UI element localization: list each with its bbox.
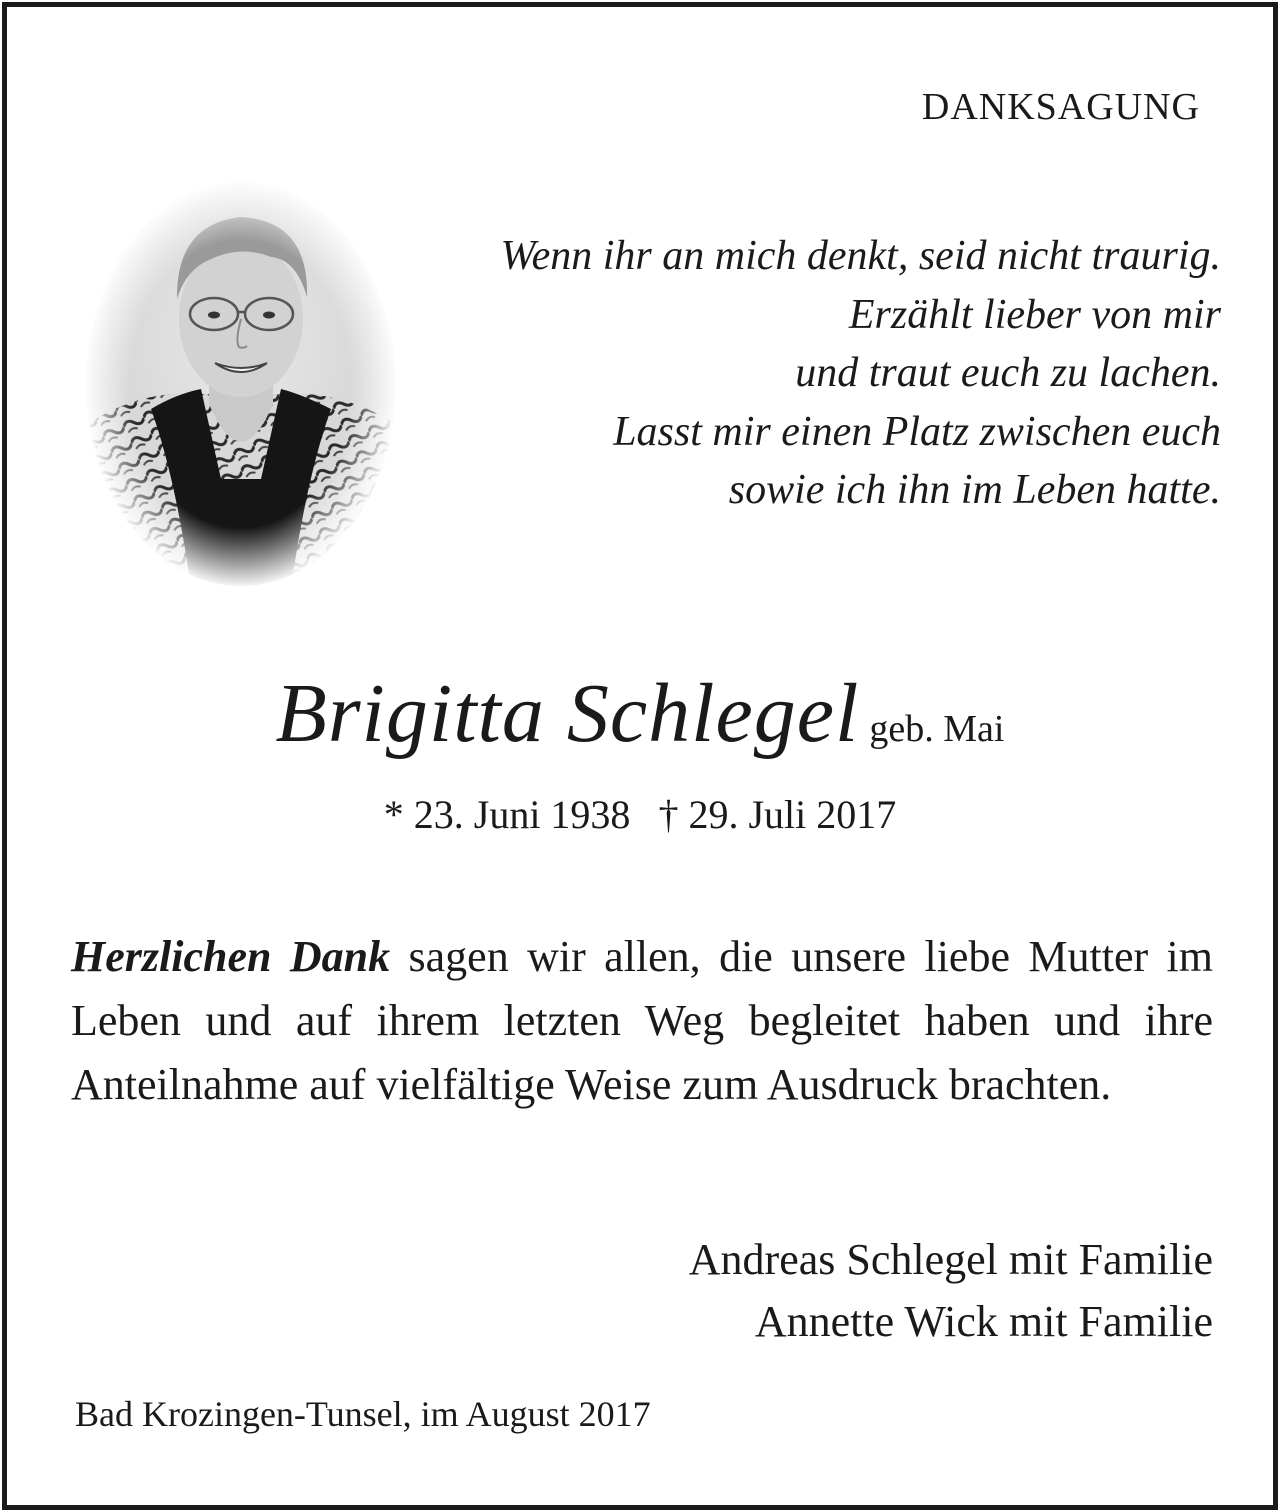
notice-frame — [2, 2, 1278, 1510]
poem-line: Lasst mir einen Platz zwischen euch — [613, 408, 1221, 455]
poem-line: sowie ich ihn im Leben hatte. — [728, 467, 1221, 513]
poem — [361, 227, 1221, 520]
death-date: † 29. Juli 2017 — [658, 792, 897, 837]
poem-line: Wenn ihr an mich denkt, seid nicht traurig. — [500, 233, 1221, 279]
portrait-photo — [81, 179, 401, 589]
signatures — [689, 1229, 1213, 1353]
place-date: Bad Krozingen-Tunsel, im August 2017 — [75, 1394, 651, 1434]
birth-date: * 23. Juni 1938 — [383, 792, 631, 837]
signature-line: Annette Wick mit Familie — [754, 1297, 1213, 1346]
notice-heading: DANKSAGUNG — [921, 86, 1200, 128]
life-dates — [7, 791, 1273, 838]
name-row — [7, 665, 1273, 762]
thanks-rest: sagen wir allen, die unsere liebe Mutter im Leben und auf ihrem letzten Weg begleitet haben und ihre Anteilnahme auf vielfältige Weise zum Ausdruck brachten. — [71, 932, 1213, 1109]
poem-line: und traut euch zu lachen. — [795, 350, 1221, 396]
signature-line: Andreas Schlegel mit Familie — [688, 1235, 1213, 1284]
thanks-lead: Herzlichen Dank — [71, 932, 391, 981]
poem-line: Erzählt lieber von mir — [848, 291, 1221, 338]
deceased-name: Brigitta Schlegel — [275, 667, 860, 760]
maiden-name: geb. Mai — [869, 708, 1005, 750]
thanks-text — [71, 925, 1213, 1117]
